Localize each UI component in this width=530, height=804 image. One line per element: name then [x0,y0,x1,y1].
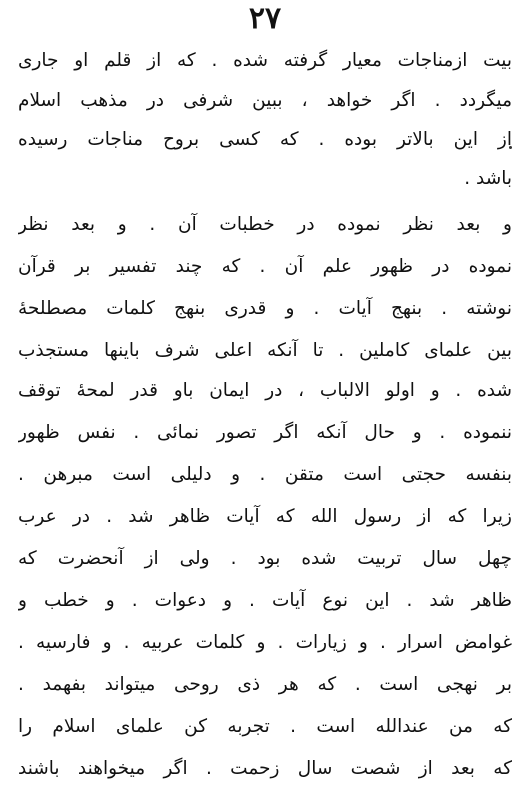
text-line: و بعد نظر نموده در خطبات آن . و بعد نظر [18,214,512,235]
text-line: زیرا که از رسول الله که آیات ظاهر شد . در عرب [18,506,512,527]
text-line: باشد . [464,168,512,189]
text-line: نموده در ظهور علم آن . که چند تفسیر بر قرآن [18,256,512,277]
text-line: بر نهجی است . که هر ذی روحی میتواند بفهمد . [18,674,512,695]
text-line: نوشته . بنهج آیات . و قدری بنهج کلمات مصطلحهٔ [18,298,512,319]
text-line: که بعد از شصت سال زحمت . اگر میخواهند باشند [18,758,512,779]
text-line: ننموده . و حال آنکه اگر تصور نمائی . نفس ظهور [18,422,512,443]
text-line: غوامض اسرار . و زیارات . و کلمات عربیه . و فارسیه . [18,632,512,653]
text-line: که من عندالله است . تجربه کن علمای اسلام را [18,716,512,737]
text-line: بیت ازمناجات معیار گرفته شده . که از قلم او جاری [18,50,512,71]
text-line: شده . و اولو الالباب ، در ایمان باو قدر لمحهٔ توقف [18,380,512,401]
text-line: از این بالاتر بوده . که کسی بروح مناجات رسیده [18,129,512,150]
text-line: ظاهر شد . این نوع آیات . و دعوات . و خطب و [18,590,512,611]
text-line: میگردد . اگر خواهد ، ببین شرفی در مذهب اسلام [18,90,512,111]
text-line: بنفسه حجتی است متقن . و دلیلی است مبرهن . [18,464,512,485]
text-line: بین علمای کاملین . تا آنکه اعلی شرف باینها مستجذب [18,340,512,361]
page-number: ۲۷ [248,1,282,36]
text-line: چهل سال تربیت شده بود . ولی از آنحضرت که [18,548,512,569]
